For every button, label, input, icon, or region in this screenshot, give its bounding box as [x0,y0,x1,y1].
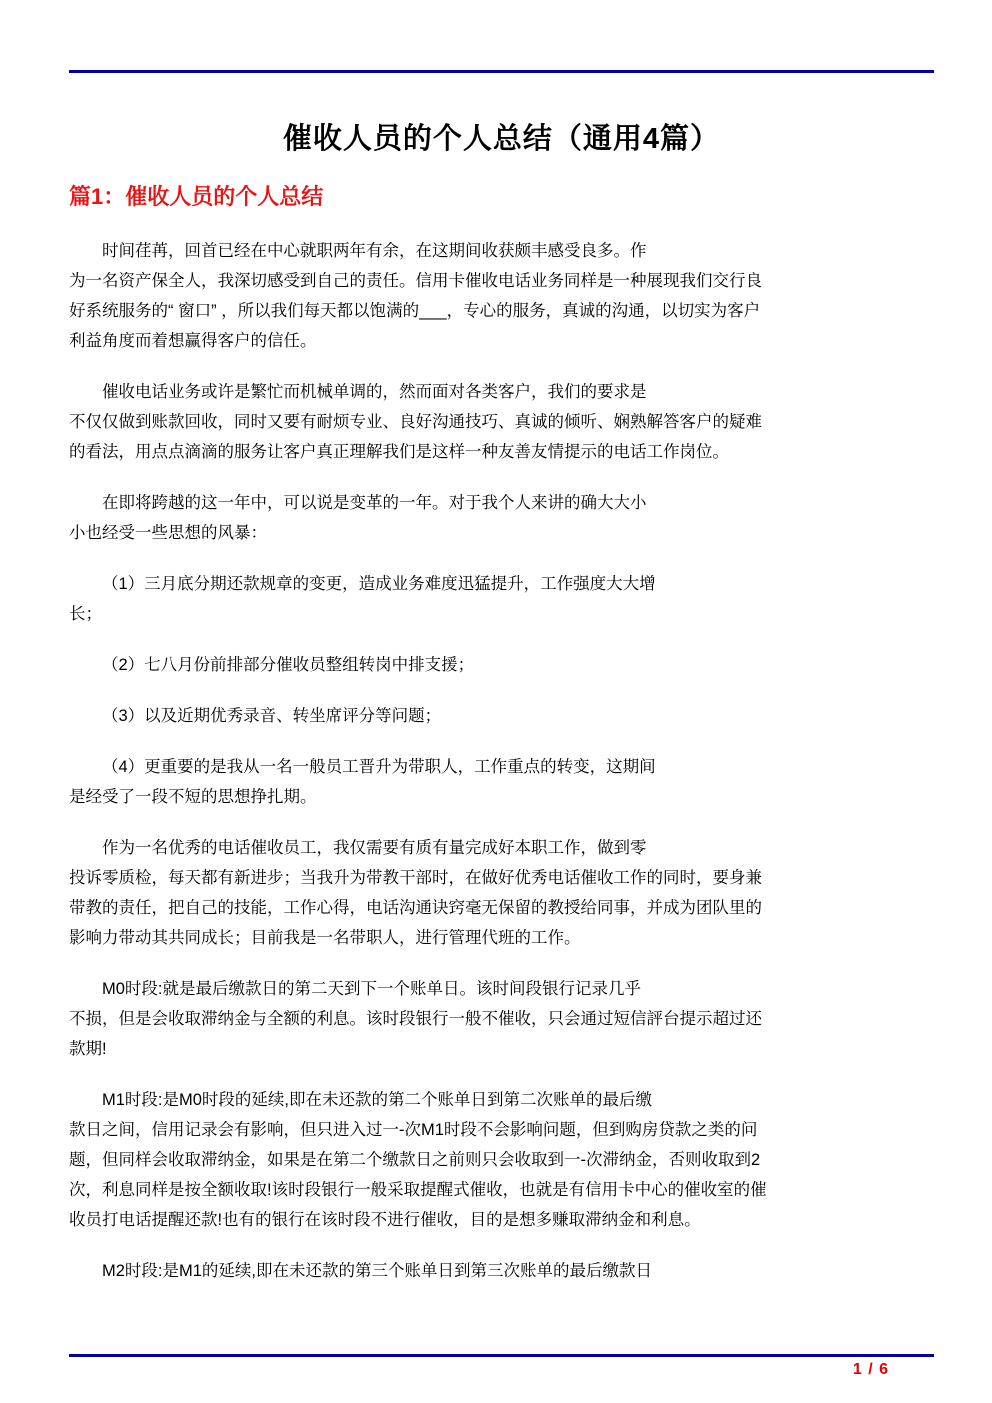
section-heading: 篇1：催收人员的个人总结 [69,184,324,209]
paragraph [69,236,934,356]
header-rule [69,70,934,73]
paragraph-line: 次，利息同样是按全额收取!该时段银行一般采取提醒式催收，也就是有信用卡中心的催收室的催 [69,1181,767,1199]
paragraph-line: 好系统服务的“ 窗口” ，所以我们每天都以饱满的___，专心的服务，真诚的沟通，以切实为客户 [69,302,761,320]
paragraph-line: （1）三月底分期还款规章的变更，造成业务难度迅猛提升，工作强度大大增 [102,575,656,593]
paragraph-line: 为一名资产保全人，我深切感受到自己的责任。信用卡催收电话业务同样是一种展现我们交行良 [69,272,762,290]
paragraph [69,488,934,548]
paragraph-line: 长； [69,605,102,623]
paragraph-line: 款期! [69,1040,107,1058]
footer-rule [69,1354,934,1357]
paragraph-line: 不损，但是会收取滞纳金与全额的利息。该时段银行一般不催收，只会通过短信評台提示超过还 [69,1010,762,1028]
paragraph [69,1085,934,1235]
paragraph-line: 利益角度而着想赢得客户的信任。 [69,332,317,350]
paragraph [69,974,934,1064]
paragraph-line: 款日之间，信用记录会有影响，但只进入过一-次M1时段不会影响问题，但到购房贷款之类的问 [69,1121,758,1139]
document-content [0,70,992,1286]
paragraph-line: 在即将跨越的这一年中，可以说是变革的一年。对于我个人来讲的确大大小 [102,494,647,512]
paragraph-line: M0时段:就是最后缴款日的第二天到下一个账单日。该时间段银行记录几乎 [102,980,642,998]
paragraph [69,752,934,812]
paragraph-line: 影响力带动其共同成长；目前我是一名带职人，进行管理代班的工作。 [69,929,581,947]
paragraph-line: 作为一名优秀的电话催收员工，我仅需要有质有量完成好本职工作，做到零 [102,839,647,857]
document-body [69,236,934,1286]
paragraph-line: 带教的责任，把自己的技能，工作心得，电话沟通诀窍毫无保留的教授给同事，并成为团队里的 [69,899,762,917]
paragraph [69,650,934,680]
page-footer [69,1354,934,1379]
paragraph [69,569,934,629]
paragraph-line: 收员打电话提醒还款!也有的银行在该时段不进行催收，目的是想多赚取滞纳金和利息。 [69,1211,701,1229]
paragraph-line: 投诉零质检，每天都有新进步；当我升为带教干部时，在做好优秀电话催收工作的同时，要身兼 [69,869,762,887]
paragraph-line: （3）以及近期优秀录音、转坐席评分等问题； [102,707,442,725]
paragraph-line: 不仅仅做到账款回收，同时又要有耐烦专业、良好沟通技巧、真诚的倾听、娴熟解答客户的疑难 [69,413,762,431]
paragraph-line: 是经受了一段不短的思想挣扎期。 [69,788,317,806]
paragraph [69,833,934,953]
paragraph [69,377,934,467]
paragraph-line: 催收电话业务或许是繁忙而机械单调的，然而面对各类客户，我们的要求是 [102,383,647,401]
paragraph [69,1256,934,1286]
paragraph-line: （4）更重要的是我从一名一般员工晋升为带职人，工作重点的转变，这期间 [102,758,656,776]
paragraph-line: 题，但同样会收取滞纳金，如果是在第二个缴款日之前则只会收取到一-次滞纳金，否则收取到2 [69,1151,761,1169]
paragraph [69,701,934,731]
page-number: 1 / 6 [852,1361,889,1378]
document-title: 催收人员的个人总结（通用4篇） [282,123,721,155]
paragraph-line: M1时段:是M0时段的延续,即在未还款的第二个账单日到第二次账单的最后缴 [102,1091,653,1109]
paragraph-line: 小也经受一些思想的风暴： [69,524,267,542]
paragraph-line: （2）七八月份前排部分催收员整组转岗中排支援； [102,656,475,674]
paragraph-line: 的看法，用点点滴滴的服务让客户真正理解我们是这样一种友善友情提示的电话工作岗位。 [69,443,729,461]
paragraph-line: 时间荏苒，回首已经在中心就职两年有余，在这期间收获颇丰感受良多。作 [102,242,647,260]
paragraph-line: M2时段:是M1的延续,即在未还款的第三个账单日到第三次账单的最后缴款日 [102,1262,653,1280]
